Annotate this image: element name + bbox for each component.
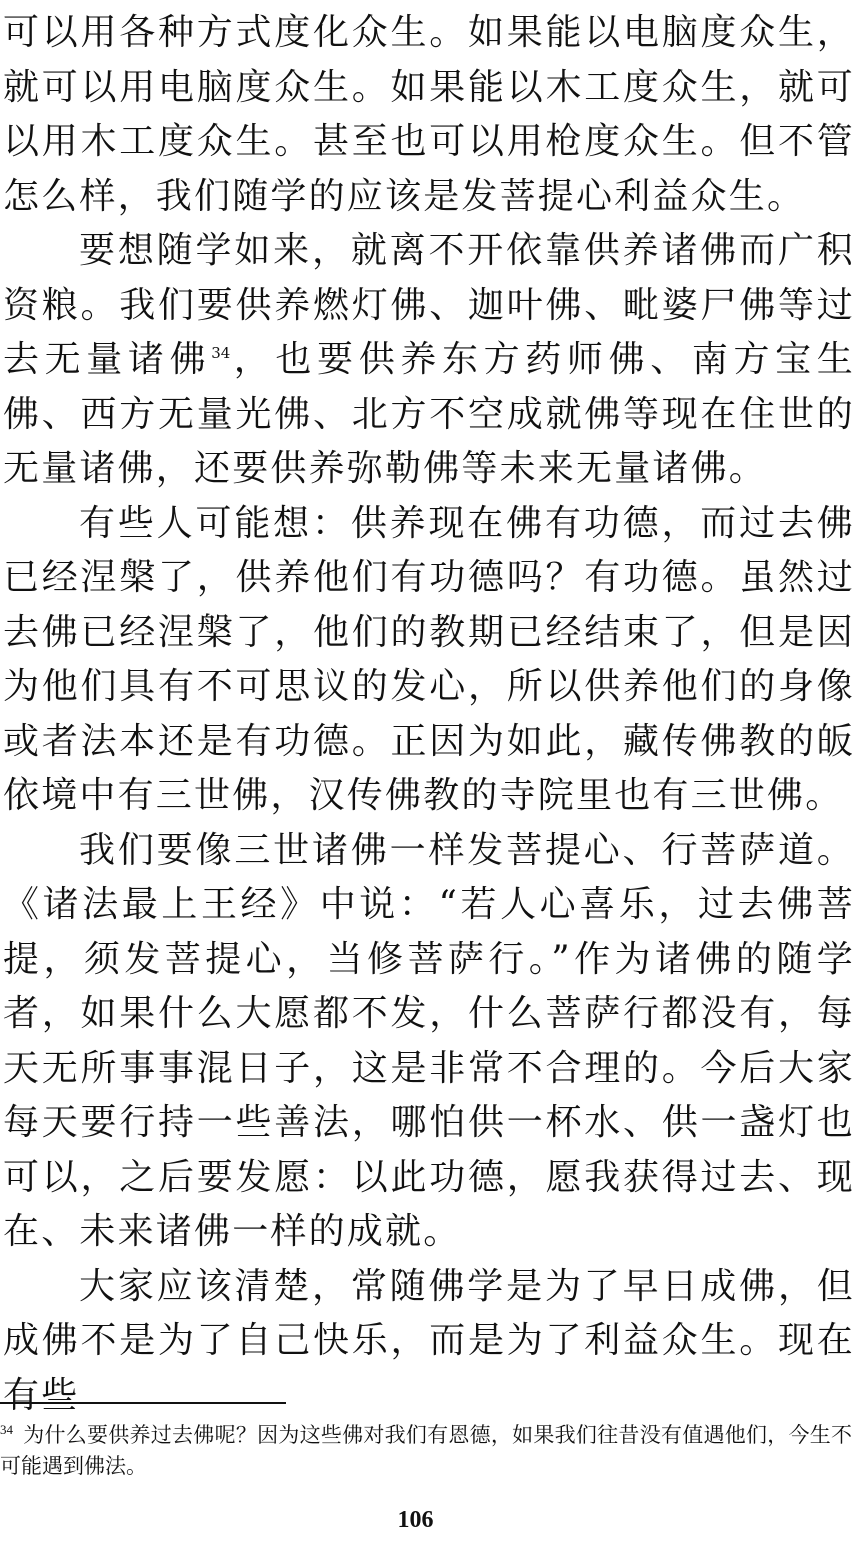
paragraph-2-text-after: ，也要供养东方药师佛、南方宝生佛、西方无量光佛、北方不空成就佛等现在住世的无量诸佛，还要供养弥勒佛等未来无量诸佛。 <box>3 339 855 489</box>
paragraph-5-text: 大家应该清楚，常随佛学是为了早日成佛，但成佛不是为了自己快乐，而是为了利益众生。现在有些 <box>3 1265 855 1416</box>
footnote-divider <box>0 1402 286 1404</box>
footnote-number: 34 <box>0 1422 13 1437</box>
body-text <box>3 6 855 1423</box>
paragraph-5 <box>3 1260 855 1424</box>
footnote-reference[interactable]: 34 <box>211 344 231 362</box>
paragraph-1 <box>3 6 855 224</box>
footnote-text: 为什么要供养过去佛呢？因为这些佛对我们有恩德，如果我们往昔没有值遇他们，今生不可能遇到佛法。 <box>0 1423 852 1478</box>
paragraph-3 <box>3 497 855 824</box>
paragraph-2 <box>3 224 855 497</box>
paragraph-4-text: 我们要像三世诸佛一样发菩提心、行菩萨道。《诸法最上王经》中说：“若人心喜乐，过去佛菩提，须发菩提心，当修菩萨行。”作为诸佛的随学者，如果什么大愿都不发，什么菩萨行都没有，每天无所事事混日子，这是非常不合理的。今后大家每天要行持一些善法，哪怕供一杯水、供一盏灯也可以，之后要发愿：以此功德，愿我获得过去、现在、未来诸佛一样的成就。 <box>3 829 855 1252</box>
paragraph-3-text: 有些人可能想：供养现在佛有功德，而过去佛已经涅槃了，供养他们有功德吗？有功德。虽然过去佛已经涅槃了，他们的教期已经结束了，但是因为他们具有不可思议的发心，所以供养他们的身像或者法本还是有功德。正因为如此，藏传佛教的皈依境中有三世佛，汉传佛教的寺院里也有三世佛。 <box>3 502 855 816</box>
footnote <box>0 1420 852 1482</box>
paragraph-1-text: 可以用各种方式度化众生。如果能以电脑度众生，就可以用电脑度众生。如果能以木工度众生，就可以用木工度众生。甚至也可以用枪度众生。但不管怎么样，我们随学的应该是发菩提心利益众生。 <box>3 12 855 217</box>
page-number: 106 <box>397 1507 434 1533</box>
paragraph-4 <box>3 824 855 1260</box>
paragraph-2-text-before: 要想随学如来，就离不开依靠供养诸佛而广积资粮。我们要供养燃灯佛、迦叶佛、毗婆尸佛等过去无量诸佛 <box>3 230 855 380</box>
